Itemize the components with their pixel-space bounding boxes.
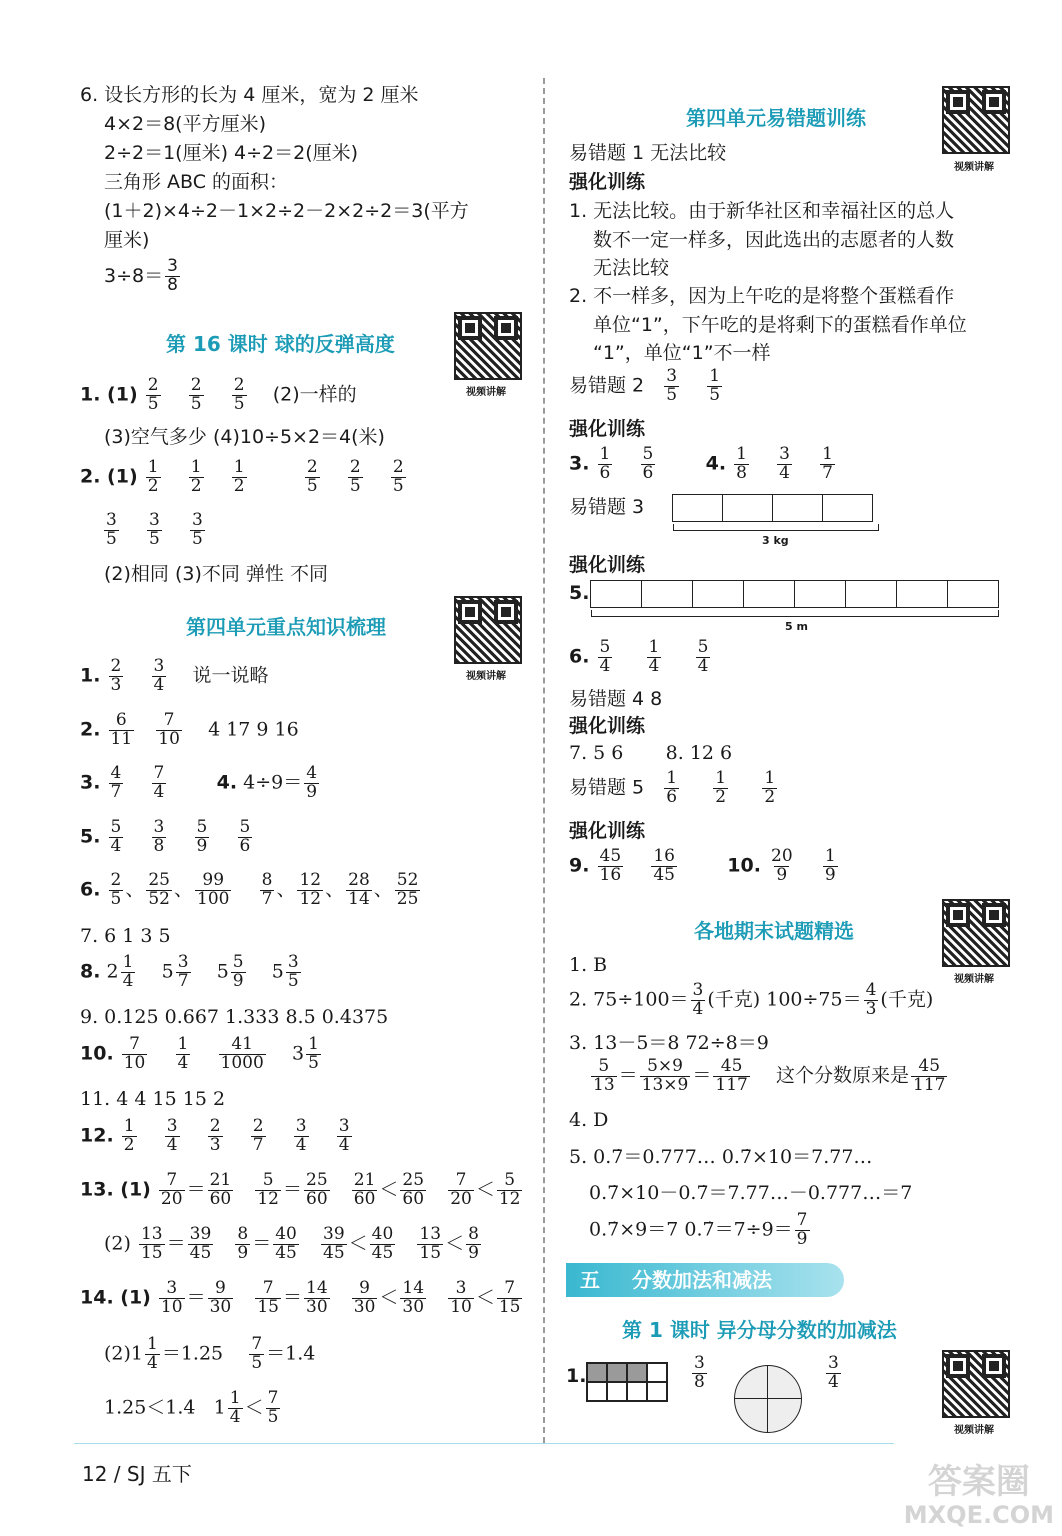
qr-label: 视频讲解 <box>466 387 506 398</box>
watermark <box>904 1464 1054 1528</box>
brace <box>591 610 999 617</box>
label-5m: 5 m <box>785 620 808 633</box>
r5: 5. <box>569 582 590 604</box>
review-a14-row2: (2)1 $\frac{1}{4}$ ＝1.25 $\frac{7}{5}$ ＝1.4 <box>104 1334 316 1373</box>
qr-label: 视频讲解 <box>954 162 994 173</box>
review-a10: 10. $\frac{7}{10}$ $\frac{1}{4}$ $\frac{41}{1000}$ 3 $\frac{1}{5}$ <box>80 1034 319 1073</box>
unit5-q1-frac1: $\frac{3}{8}$ <box>694 1353 705 1392</box>
shaded-grid <box>586 1362 668 1402</box>
r1-line2: 数不一定一样多，因此选出的志愿者的人数 <box>593 229 955 251</box>
qr-code-icon[interactable] <box>454 596 522 664</box>
qr-label: 视频讲解 <box>954 974 994 985</box>
unit5-q1-frac2: $\frac{3}{4}$ <box>828 1353 839 1392</box>
r2-line3: “1”，单位“1”不一样 <box>593 342 771 364</box>
final5-line3: 0.7̇×9＝7 0.7̇＝7÷9＝ $\frac{7}{9}$ <box>589 1210 808 1249</box>
unit5-title: 分数加法和减法 <box>632 1268 772 1292</box>
unit5-q1: 1. <box>566 1365 587 1387</box>
review-a2: 2. $\frac{6}{11}$ $\frac{7}{10}$ 4 17 9 16 <box>80 710 299 749</box>
lesson16-q1: 1. (1) $\frac{2}{5}$ $\frac{2}{5}$ $\frac{2}{5}$ (2)一样的 <box>80 375 357 414</box>
training-heading: 强化训练 <box>569 554 646 576</box>
training-heading: 强化训练 <box>569 820 646 842</box>
review-a13-row2: (2) $\frac{13}{15}$ ＝ $\frac{39}{45}$ $\frac{8}{9}$ ＝ $\frac{40}{45}$ $\frac{39}{45}$ ＜ $\frac{40}{45}$ $\frac{13}{15}$ ＜ $\frac{8}{9}$ <box>104 1224 479 1263</box>
review-a5: 5. $\frac{5}{4}$ $\frac{3}{8}$ $\frac{5}{9}$ $\frac{5}{6}$ <box>80 817 251 856</box>
watermark-url: MXQE.COM <box>903 1500 1054 1529</box>
final2: 2. 75÷100＝ $\frac{3}{4}$ (千克) 100÷75＝ $\frac{4}{3}$ (千克) <box>569 980 934 1019</box>
training-heading: 强化训练 <box>569 715 646 737</box>
r3-r4: 3. $\frac{1}{6}$ $\frac{5}{6}$ 4. $\frac{1}{8}$ $\frac{3}{4}$ $\frac{1}{7}$ <box>569 444 833 483</box>
unit5-lesson1-title: 第 1 课时 异分母分数的加减法 <box>622 1318 897 1342</box>
qr-code-icon[interactable] <box>942 1350 1010 1418</box>
segment-bar-3kg <box>672 494 873 522</box>
error5: 易错题 5 $\frac{1}{6}$ $\frac{1}{2}$ $\frac{1}{2}$ <box>569 768 776 807</box>
q6-line2: 4×2＝8(平方厘米) <box>104 113 267 135</box>
column-divider <box>543 78 545 1443</box>
fraction: $\frac{3}{8}$ <box>167 256 178 295</box>
q6-line1: 6. 设长方形的长为 4 厘米，宽为 2 厘米 <box>80 84 419 106</box>
qr-code-icon[interactable] <box>942 899 1010 967</box>
q6-line5: (1＋2)×4÷2－1×2÷2－2×2÷2＝3(平方 <box>104 200 469 222</box>
r2-line1: 2. 不一样多，因为上午吃的是将整个蛋糕看作 <box>569 285 955 307</box>
page-footer: 12 / SJ 五下 <box>82 1462 192 1486</box>
q6-line3: 2÷2＝1(厘米) 4÷2＝2(厘米) <box>104 142 359 164</box>
final3: 3. 13－5＝8 72÷8＝9 <box>569 1032 769 1054</box>
qr-code-icon[interactable] <box>454 312 522 380</box>
review-a9: 9. 0.125 0.667 1.333 8.5 0.4375 <box>80 1006 389 1028</box>
review-a13-row1: 13. (1) $\frac{7}{20}$ ＝ $\frac{21}{60}$ $\frac{5}{12}$ ＝ $\frac{25}{60}$ $\frac{21}{60}$ ＜ $\frac{25}{60}$ $\frac{7}{20}$ ＜ $\frac{5}{12}$ <box>80 1170 521 1209</box>
error1: 易错题 1 无法比较 <box>569 142 727 164</box>
final4: 4. D <box>569 1109 609 1131</box>
qr-code-icon[interactable] <box>942 86 1010 154</box>
unit4-errors-title: 第四单元易错题训练 <box>686 106 866 130</box>
r1-line3: 无法比较 <box>593 257 670 279</box>
qr-label: 视频讲解 <box>954 1425 994 1436</box>
r7-r8: 7. 5 6 8. 12 6 <box>569 742 733 764</box>
lesson16-title: 第 16 课时 球的反弹高度 <box>166 332 395 356</box>
r1-line1: 1. 无法比较。由于新华社区和幸福社区的总人 <box>569 200 955 222</box>
r9-r10: 9. $\frac{45}{16}$ $\frac{16}{45}$ 10. $\frac{20}{9}$ $\frac{1}{9}$ <box>569 846 836 885</box>
review-a1: 1. $\frac{2}{3}$ $\frac{3}{4}$ 说一说略 <box>80 656 269 695</box>
unit5-number: 五 <box>580 1268 600 1292</box>
finals-title: 各地期末试题精选 <box>694 919 854 943</box>
q6-line6: 厘米) <box>104 229 150 251</box>
q6-line4: 三角形 ABC 的面积： <box>104 171 289 193</box>
final5-line2: 0.7̇×10－0.7̇＝7.77…－0.777…＝7 <box>589 1182 913 1204</box>
watermark-logo: 答案圈 <box>927 1462 1030 1503</box>
error2: 易错题 2 $\frac{3}{5}$ $\frac{1}{5}$ <box>569 366 721 405</box>
brace <box>673 524 879 531</box>
quartered-circle <box>734 1365 802 1433</box>
training-heading: 强化训练 <box>569 171 646 193</box>
final3-line2: $\frac{5}{13}$ ＝ $\frac{5\times 9}{13\times 9}$ ＝ $\frac{45}{117}$ 这个分数原来是 $\frac{45}{117}$ <box>593 1056 946 1095</box>
review-a14-row1: 14. (1) $\frac{3}{10}$ ＝ $\frac{9}{30}$ $\frac{7}{15}$ ＝ $\frac{14}{30}$ $\frac{9}{30}$ ＜ $\frac{14}{30}$ $\frac{3}{10}$ ＜ $\frac{7}{15}$ <box>80 1278 521 1317</box>
error3: 易错题 3 <box>569 496 645 518</box>
r2-line2: 单位“1”，下午吃的是将剩下的蛋糕看作单位 <box>593 314 967 336</box>
lesson16-q2-row2: $\frac{3}{5}$ $\frac{3}{5}$ $\frac{3}{5}$ <box>106 510 203 549</box>
error4: 易错题 4 8 <box>569 688 663 710</box>
review-a7: 7. 6 1 3 5 <box>80 925 171 947</box>
q6-line7: 3÷8＝ $\frac{3}{8}$ <box>104 256 178 295</box>
review-a11: 11. 4 4 15 15 2 <box>80 1088 226 1110</box>
review-a8: 8. 2 $\frac{1}{4}$ 5 $\frac{3}{7}$ 5 $\frac{5}{9}$ 5 $\frac{3}{5}$ <box>80 952 299 991</box>
review-a3-a4: 3. $\frac{4}{7}$ $\frac{7}{4}$ 4. 4÷9＝ $\frac{4}{9}$ <box>80 763 318 802</box>
footer-rule <box>74 1443 894 1444</box>
review-a14-row3: 1.25＜1.4 1 $\frac{1}{4}$ ＜ $\frac{7}{5}$ <box>104 1388 279 1427</box>
unit5-banner <box>566 1263 844 1297</box>
final5-line1: 5. 0.7̇＝0.777… 0.7̇×10＝7.77… <box>569 1146 873 1168</box>
review-a6: 6. $\frac{2}{5}$ 、 $\frac{25}{52}$ 、 $\frac{99}{100}$ $\frac{8}{7}$ 、 $\frac{12}{12}$ 、 $\frac{28}{14}$ 、 $\frac{52}{25}$ <box>80 870 419 909</box>
final1: 1. B <box>569 954 608 976</box>
review-a12: 12. $\frac{1}{2}$ $\frac{3}{4}$ $\frac{2}{3}$ $\frac{2}{7}$ $\frac{3}{4}$ $\frac{3}{4}$ <box>80 1116 350 1155</box>
label-3kg: 3 kg <box>762 534 789 547</box>
r6: 6. $\frac{5}{4}$ $\frac{1}{4}$ $\frac{5}{4}$ <box>569 637 709 676</box>
segment-bar-5m <box>590 580 999 608</box>
lesson16-q2: 2. (1) $\frac{1}{2}$ $\frac{1}{2}$ $\frac{1}{2}$ $\frac{2}{5}$ $\frac{2}{5}$ $\frac{2}{5}$ <box>80 457 404 496</box>
training-heading: 强化训练 <box>569 418 646 440</box>
qr-label: 视频讲解 <box>466 671 506 682</box>
lesson16-q1-line2: (3)空气多少 (4)10÷5×2＝4(米) <box>104 426 385 448</box>
unit4-review-title: 第四单元重点知识梳理 <box>186 615 386 639</box>
lesson16-q2-line3: (2)相同 (3)不同 弹性 不同 <box>104 563 328 585</box>
